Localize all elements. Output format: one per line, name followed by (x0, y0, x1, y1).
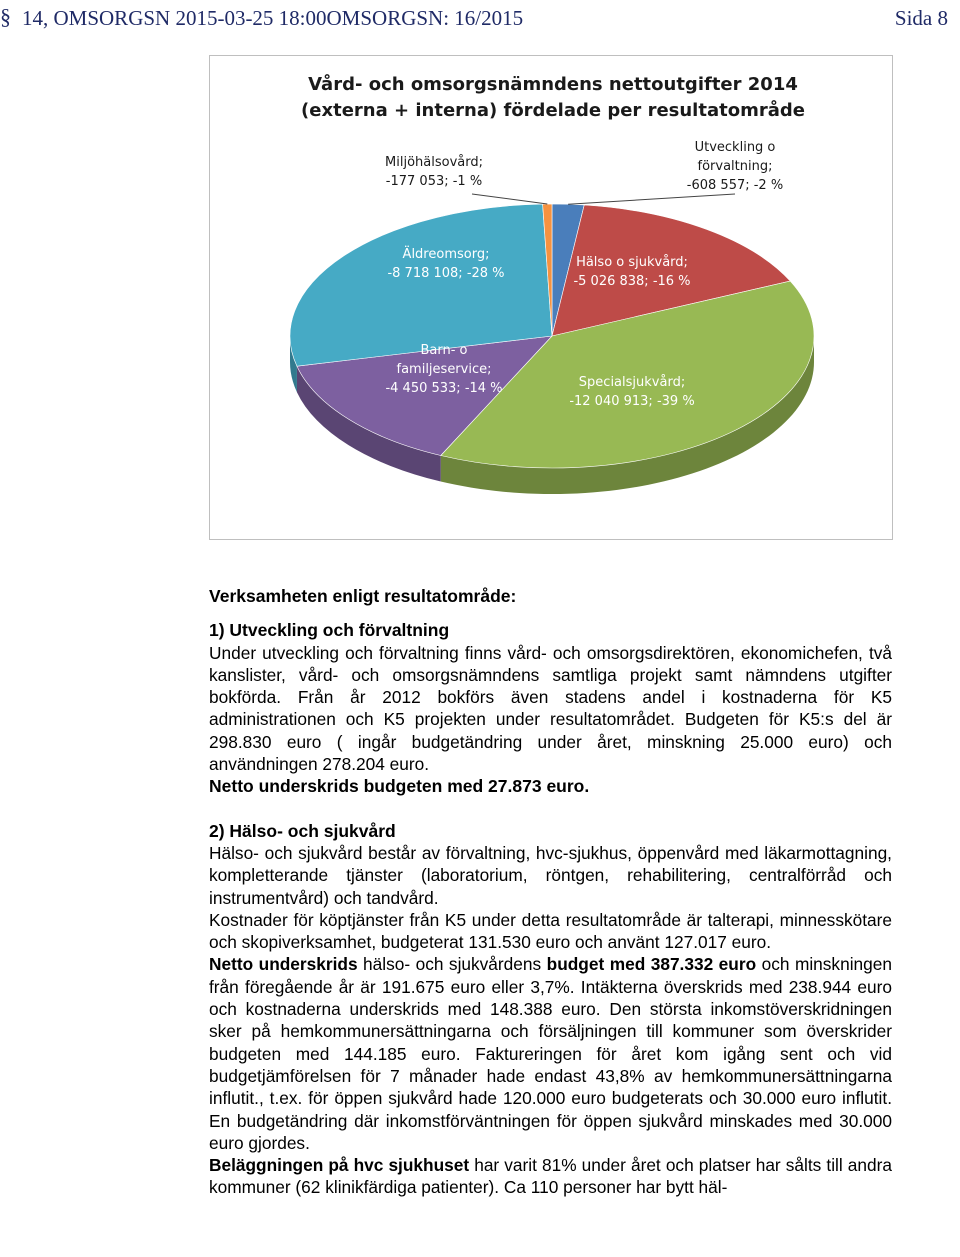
pie-label-2: Specialsjukvård; -12 040 913; -39 % (569, 375, 695, 409)
pie-chart-frame (209, 55, 893, 540)
chart-title-line2: (externa + interna) fördelade per resultatområde (301, 100, 805, 121)
section-mark: § (0, 4, 11, 29)
document-body (209, 585, 892, 1199)
pie-label-0: Utveckling o förvaltning; -608 557; -2 % (686, 140, 784, 193)
p3-text1: hälso- och sjukvårdens (357, 954, 547, 975)
section2-heading: 2) Hälso- och sjukvård (209, 820, 396, 841)
section1-heading: 1) Utveckling och förvaltning (209, 620, 450, 641)
pie-leader-line-0 (568, 194, 735, 204)
pie-leader-line-1 (472, 194, 547, 204)
results-heading: Verksamheten enligt resultatområde: (209, 586, 517, 606)
occupancy-bold: Beläggningen på hvc sjukhuset (209, 1155, 470, 1176)
page-header (0, 0, 960, 40)
section1-net-result: Netto underskrids budgeten med 27.873 euro. (209, 776, 590, 797)
p4-text1: har varit 81% under året och platser har sålts till andra kommuner (62 klinikfärdiga patienter). Ca 110 personer har bytt häl- (209, 1155, 892, 1198)
section2-paragraph1: Hälso- och sjukvård består av förvaltning, hvc-sjukhus, öppenvård med läkarmottagning, kompletterande tjänster (laboratorium, röntgen, rehabilitering, centralförråd och instrumentvård) och tandvård. (209, 842, 892, 908)
pie-label-5: Miljöhälsovård; -177 053; -1 % (385, 155, 483, 189)
header-document-info: 14, OMSORGSN 2015-03-25 18:00OMSORGSN: 16/2015 (22, 6, 524, 30)
p3-text2: och minskningen från föregående år är 191.675 euro eller 3,7%. Intäkterna överskrids med 238.944 euro och kostnaderna underskrids med 148.388 euro. Den största inkomstöverskridningen sker på hemkommunersättningarna och försäljningen till kommuner som överskrider budgeten med 144.185 euro. Faktureringen för året kom igång sent och vid budgetjämförelsen för 7 månader hade endast 43,8% av hemkommunersättningarna influtit., t.ex. för öppen sjukvård hade 120.000 euro budgeterats och 30.000 euro influtit. En budgetändring där inkomstförväntningen för öppen sjukvård minskades med 30.000 euro gjordes. (209, 954, 892, 1153)
pie-chart (210, 56, 892, 539)
net-underrun-bold: Netto underskrids (209, 954, 358, 975)
section2-paragraph2: Kostnader för köptjänster från K5 under detta resultatområde är talterapi, minnesskötare och skopiverksamhet, budgeterat 131.530 euro och använt 127.017 euro. (209, 909, 892, 953)
page-number: Sida 8 (894, 6, 948, 30)
pie-label-3: Barn- o familjeservice; -4 450 533; -14 % (385, 343, 503, 396)
budget-bold: budget med 387.332 euro (546, 954, 757, 975)
pie-label-1: Hälso o sjukvård; -5 026 838; -16 % (573, 255, 691, 289)
chart-title-line1: Vård- och omsorgsnämndens nettoutgifter 2014 (308, 74, 798, 95)
section1-paragraph: Under utveckling och förvaltning finns vård- och omsorgsdirektören, ekonomichefen, två kanslister, vård- och omsorgsnämndens samtliga projekt samt nämndens utgifter bokförda. Från år 2012 bokförs även stadens andel i kostnaderna för K5 administrationen och K5 projekten under resultatområdet. Budgeten för K5:s del är 298.830 euro ( ingår budgetändring under året, minskning 25.000 euro) och användningen 278.204 euro. (209, 642, 892, 775)
section2-paragraph3 (209, 953, 892, 1154)
section2-paragraph4 (209, 1154, 892, 1199)
pie-label-4: Äldreomsorg; -8 718 108; -28 % (387, 247, 505, 281)
